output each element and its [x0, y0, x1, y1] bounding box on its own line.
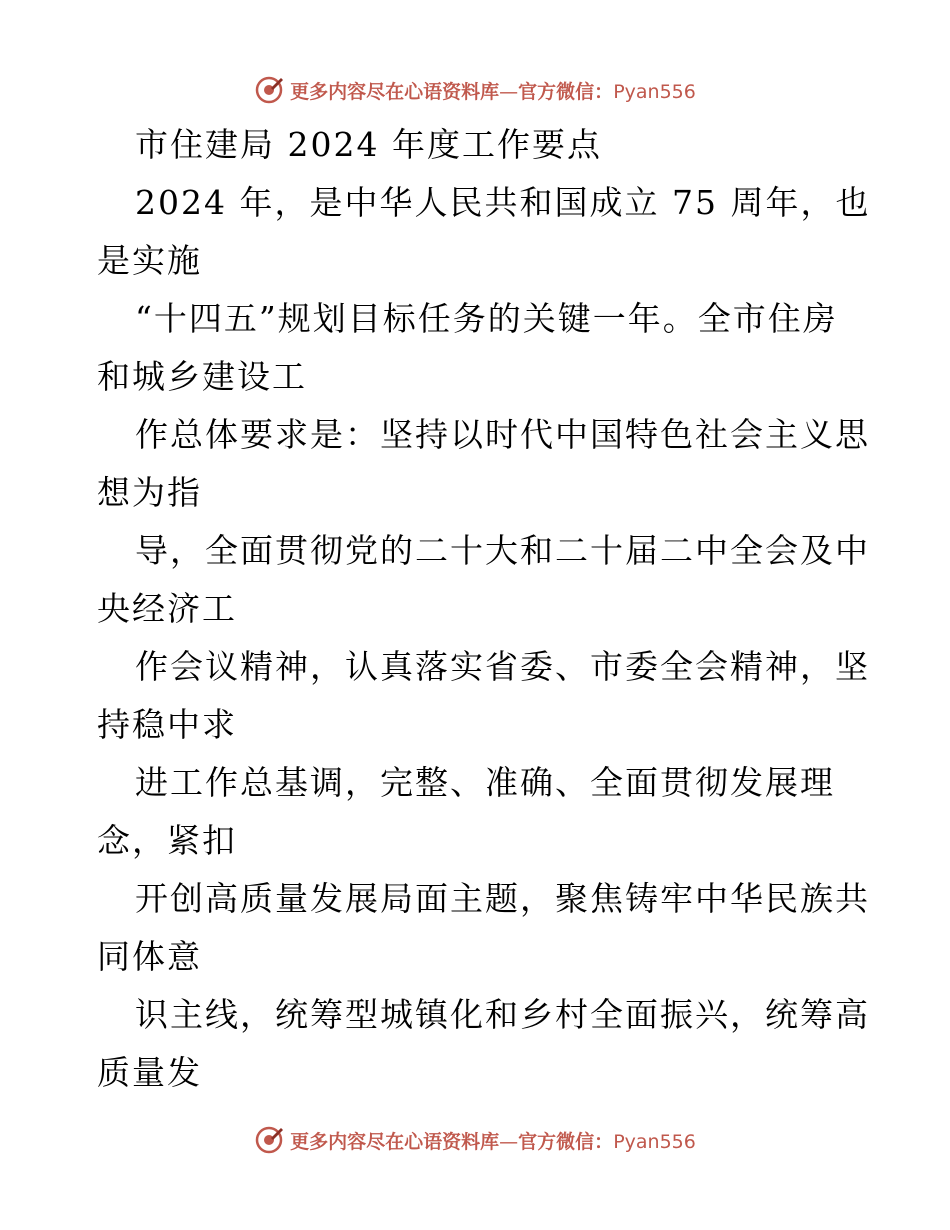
document-body — [97, 116, 871, 1102]
paragraph-line: 作会议精神，认真落实省委、市委全会精神，坚 — [135, 647, 870, 686]
paragraph-line: 识主线，统筹型城镇化和乡村全面振兴，统筹高 — [135, 995, 870, 1034]
paragraph-line: 念，紧扣 — [97, 821, 237, 860]
paragraph-line: “十四五”规划目标任务的关键一年。全市住房 — [135, 299, 838, 338]
watermark-text: 更多内容尽在心语资料库—官方微信：Pyan556 — [290, 1130, 696, 1153]
paragraph-line: 质量发 — [97, 1053, 202, 1092]
footer-watermark — [0, 1120, 950, 1160]
paragraph-line: 进工作总基调，完整、准确、全面贯彻发展理 — [135, 763, 835, 802]
pen-circle-logo-icon — [254, 1125, 284, 1155]
paragraph-line: 和城乡建设工 — [97, 357, 307, 396]
watermark-text: 更多内容尽在心语资料库—官方微信：Pyan556 — [290, 80, 696, 103]
paragraph-line: 央经济工 — [97, 589, 237, 628]
header-watermark — [0, 70, 950, 110]
pen-circle-logo-icon — [254, 75, 284, 105]
paragraph-line: 开创高质量发展局面主题，聚焦铸牢中华民族共 — [135, 879, 870, 918]
document-title: 市住建局 2024 年度工作要点 — [135, 125, 602, 164]
paragraph-line: 想为指 — [97, 473, 202, 512]
paragraph-line: 同体意 — [97, 937, 202, 976]
paragraph-line: 持稳中求 — [97, 705, 237, 744]
paragraph-line: 2024 年，是中华人民共和国成立 75 周年，也 — [135, 183, 871, 222]
paragraph-line: 是实施 — [97, 241, 202, 280]
paragraph-line: 作总体要求是：坚持以时代中国特色社会主义思 — [135, 415, 870, 454]
paragraph-line: 导，全面贯彻党的二十大和二十届二中全会及中 — [135, 531, 870, 570]
